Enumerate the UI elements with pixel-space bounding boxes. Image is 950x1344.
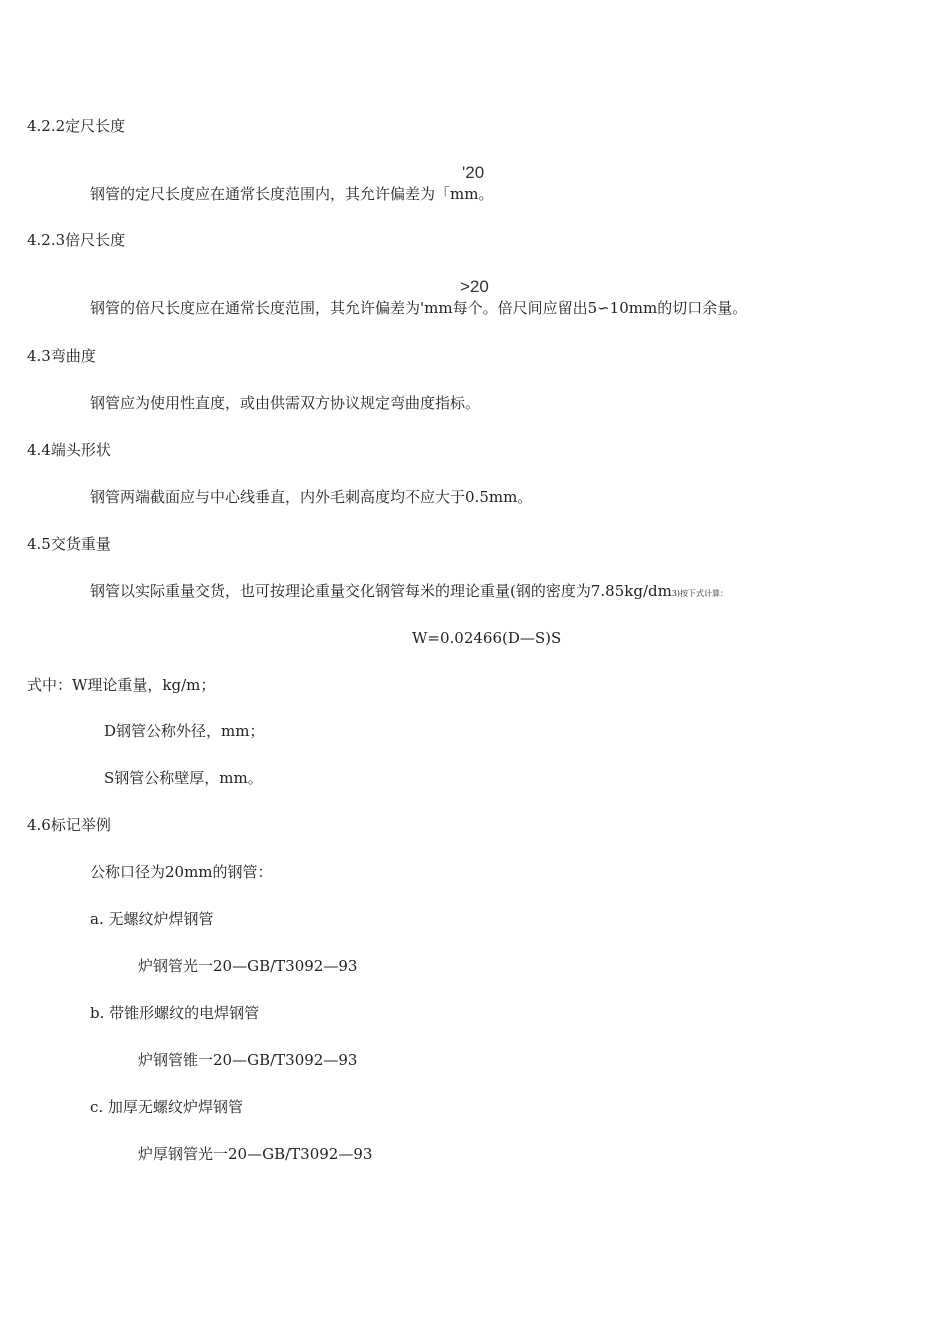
example-item-b-mark: 炉钢管锥一20—GB/T3092—93 bbox=[138, 1051, 358, 1069]
section-4-2-3-body: 钢管的倍尺长度应在通常长度范围，其允许偏差为'mm每个。倍尺间应留出5∽10mm的切口余量。 bbox=[90, 299, 748, 317]
section-4-5-body-tail: 3)按下式计算： bbox=[671, 589, 729, 598]
section-4-6-heading: 4.6标记举例 bbox=[27, 816, 111, 834]
section-4-4-heading: 4.4端头形状 bbox=[27, 441, 111, 459]
example-item-a-mark: 炉钢管光一20—GB/T3092—93 bbox=[138, 957, 358, 975]
section-4-2-2-tolerance-superscript: '20 bbox=[462, 163, 485, 182]
section-4-5-body-main: 钢管以实际重量交货，也可按理论重量交化钢管每米的理论重量(钢的密度为7.85kg/dm bbox=[90, 582, 672, 600]
section-4-5-heading: 4.5交货重量 bbox=[27, 535, 111, 553]
section-4-3-body: 钢管应为使用性直度，或由供需双方协议规定弯曲度指标。 bbox=[90, 394, 481, 412]
weight-formula: W=0.02466(D—S)S bbox=[412, 629, 562, 647]
formula-where-s: S钢管公称壁厚，mm。 bbox=[104, 769, 263, 787]
formula-where-w: 式中：W理论重量，kg/m； bbox=[27, 676, 216, 694]
example-item-c-mark: 炉厚钢管光一20—GB/T3092—93 bbox=[138, 1145, 373, 1163]
example-item-c: c. 加厚无螺纹炉焊钢管 bbox=[90, 1098, 243, 1116]
section-4-2-3-heading: 4.2.3倍尺长度 bbox=[27, 231, 126, 249]
section-4-2-3-tolerance-superscript: >20 bbox=[460, 277, 489, 296]
section-4-6-intro: 公称口径为20mm的钢管： bbox=[90, 863, 273, 881]
section-4-4-body: 钢管两端截面应与中心线垂直，内外毛刺高度均不应大于0.5mm。 bbox=[90, 488, 533, 506]
section-4-2-2-heading: 4.2.2定尺长度 bbox=[27, 117, 126, 135]
section-4-3-heading: 4.3弯曲度 bbox=[27, 347, 96, 365]
example-item-b: b. 带锥形螺纹的电焊钢管 bbox=[90, 1004, 260, 1022]
section-4-2-2-body: 钢管的定尺长度应在通常长度范围内，其允许偏差为「mm。 bbox=[90, 185, 494, 203]
section-4-5-body bbox=[90, 581, 728, 604]
formula-where-d: D钢管公称外径，mm； bbox=[104, 722, 265, 740]
example-item-a: a. 无螺纹炉焊钢管 bbox=[90, 910, 214, 928]
